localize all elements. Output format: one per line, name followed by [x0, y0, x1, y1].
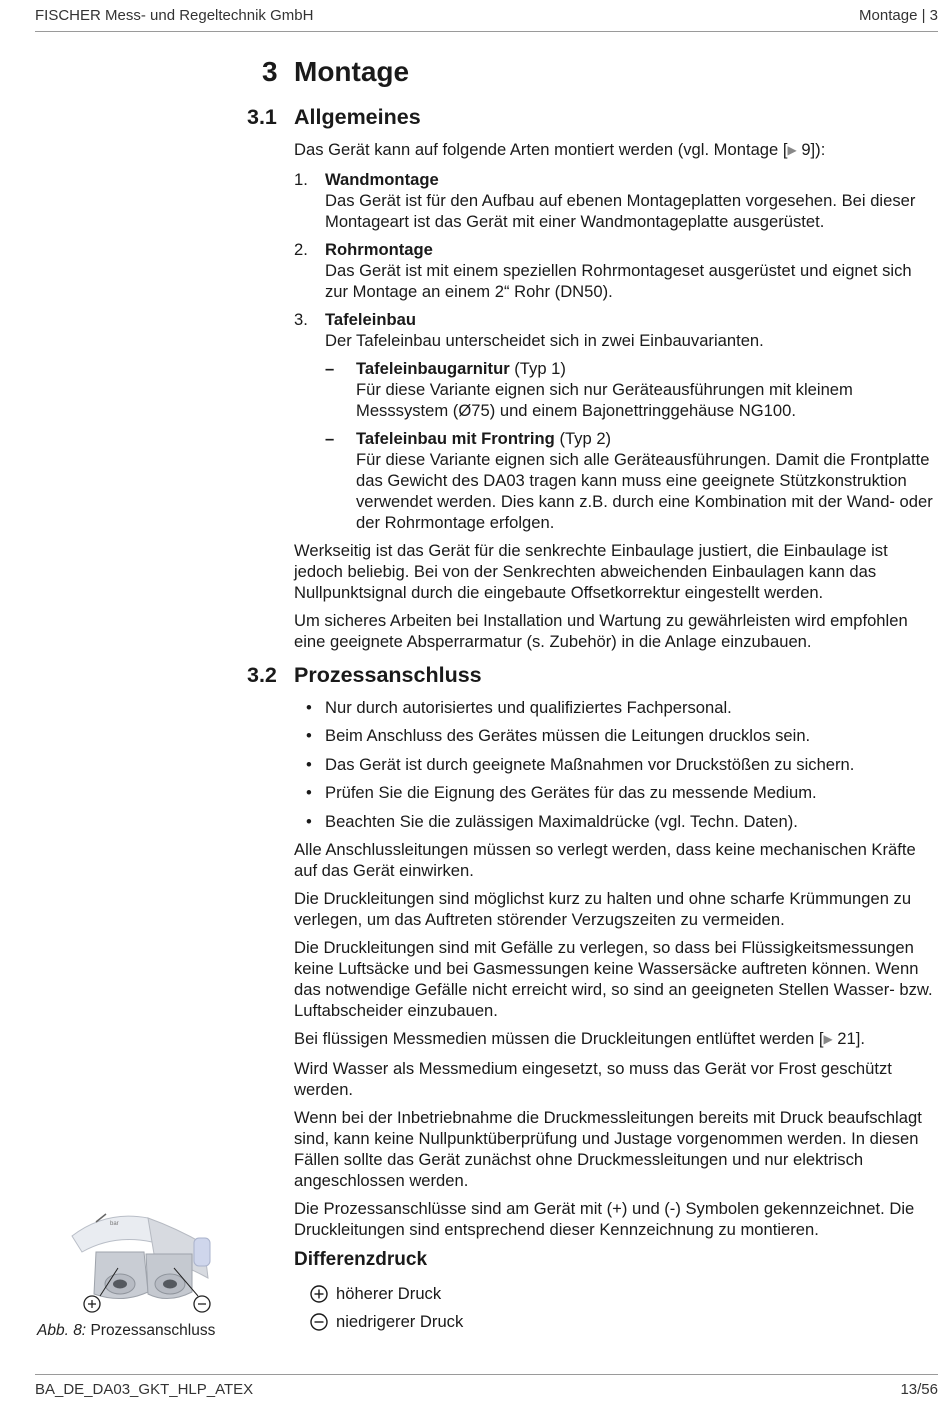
- list-item: [294, 697, 939, 718]
- pressure-legend: [294, 1283, 939, 1332]
- list-item-title: Wandmontage: [325, 170, 439, 189]
- paragraph: Um sicheres Arbeiten bei Installation und Wartung zu gewährleisten wird empfohlen eine geeignete Absperrarmatur (s. Zubehör) in die Anlage einzubauen.: [294, 611, 908, 651]
- header-company: FISCHER Mess- und Regeltechnik GmbH: [35, 7, 314, 24]
- bullet-text: Beachten Sie die zulässigen Maximaldrücke (vgl. Techn. Daten).: [325, 811, 798, 831]
- intro-paragraph: [294, 139, 939, 162]
- section-number: 3.1: [247, 105, 277, 129]
- main-content: [247, 54, 939, 1339]
- page-ref-number[interactable]: 21].: [832, 1028, 865, 1048]
- bullet-text: Beim Anschluss des Gerätes müssen die Leitungen drucklos sein.: [325, 726, 811, 746]
- list-item: [294, 754, 939, 775]
- footer-page-number: 13/56: [900, 1381, 938, 1398]
- bullet-icon: •: [306, 698, 312, 717]
- list-item-title: Rohrmontage: [325, 240, 433, 259]
- list-number: 1.: [294, 170, 308, 189]
- list-item: [294, 309, 939, 533]
- panel-variant-list: [325, 358, 939, 533]
- list-item-text: Für diese Variante eignen sich alle Geräteausführungen. Damit die Frontplatte das Gewicht des DA03 tragen kann muss eine geeignete Stützkonstruktion verwendet werden. Dies kann z.B. durch eine Kombination mit der Wand- oder der Rohrmontage erfolgen.: [356, 450, 933, 532]
- paragraph: Werkseitig ist das Gerät für die senkrechte Einbaulage justiert, die Einbaulage ist jedoch beliebig. Bei von der Senkrechten abweichenden Einbaulagen kann das Nullpunktsignal durch die eingebaute Offsetkorrektur eingestellt werden.: [294, 541, 888, 602]
- section-heading-3-1: [247, 103, 939, 131]
- header-section: Montage | 3: [859, 7, 938, 24]
- bullet-list: [294, 697, 939, 832]
- paragraph: Die Druckleitungen sind möglichst kurz zu halten und ohne scharfe Krümmungen zu verlegen, um das Auftreten störender Verzugszeiten zu vermeiden.: [294, 888, 912, 929]
- dash-marker: –: [325, 359, 335, 378]
- legend-text: höherer Druck: [336, 1283, 442, 1303]
- paragraph: [294, 1028, 939, 1051]
- intro-ref-page[interactable]: 9]):: [796, 140, 826, 159]
- plus-circle-icon: [310, 1285, 328, 1303]
- list-item: [294, 725, 939, 746]
- bullet-text: Prüfen Sie die Eignung des Gerätes für das zu messende Medium.: [325, 783, 817, 803]
- dash-marker: –: [325, 429, 335, 448]
- paragraph: Wenn bei der Inbetriebnahme die Druckmessleitungen bereits mit Druck beaufschlagt sind, kann keine Nullpunktüberprüfung und Justage vorgenommen werden. In diesen Fällen sollte das Gerät zunächst ohne Druckmessleitungen und nur elektrisch angeschlossen werden.: [294, 1107, 922, 1190]
- plus-circle-icon: [84, 1296, 100, 1312]
- list-item: [294, 169, 939, 232]
- section-heading-3-2: [247, 661, 939, 689]
- caption-text: Prozessanschluss: [90, 1322, 216, 1339]
- chapter-number: 3: [262, 56, 278, 87]
- chapter-title: Montage: [294, 56, 410, 87]
- paragraph: Wird Wasser als Messmedium eingesetzt, so muss das Gerät vor Frost geschützt werden.: [294, 1058, 892, 1099]
- bullet-icon: •: [306, 811, 312, 831]
- paragraph: Alle Anschlussleitungen müssen so verlegt werden, dass keine mechanischen Kräfte auf das Gerät einwirken.: [294, 839, 916, 880]
- legend-text: niedrigerer Druck: [336, 1311, 464, 1331]
- list-item-title: Tafeleinbau: [325, 310, 416, 329]
- list-item-text: Für diese Variante eignen sich nur Geräteausführungen mit kleinem Messsystem (Ø75) und einem Bajonettringgehäuse NG100.: [356, 380, 853, 420]
- caption-label: Abb. 8:: [37, 1322, 87, 1339]
- list-item: [294, 239, 939, 302]
- footer-doc-id: BA_DE_DA03_GKT_HLP_ATEX: [35, 1381, 254, 1398]
- list-number: 3.: [294, 310, 308, 329]
- page-ref-arrow-icon[interactable]: ▶: [787, 143, 797, 157]
- figure-caption: [37, 1322, 215, 1340]
- bullet-text: Nur durch autorisiertes und qualifiziertes Fachpersonal.: [325, 698, 732, 717]
- section-title: Prozessanschluss: [294, 663, 482, 687]
- paragraph: Die Prozessanschlüsse sind am Gerät mit (+) und (-) Symbolen gekennzeichnet. Die Druckleitungen sind entsprechend dieser Kennzeichnung zu montieren.: [294, 1198, 915, 1239]
- minus-circle-icon: [194, 1296, 210, 1312]
- process-connection-figure: [36, 1208, 236, 1318]
- list-item-title: Tafeleinbau mit Frontring: [356, 429, 555, 448]
- list-item-type: (Typ 1): [509, 359, 566, 378]
- bullet-icon: •: [306, 726, 312, 746]
- list-item-title: Tafeleinbaugarnitur: [356, 359, 510, 378]
- list-item: [325, 428, 939, 533]
- intro-text: Das Gerät kann auf folgende Arten montiert werden (vgl. Montage [: [294, 140, 788, 159]
- list-item: [294, 811, 939, 832]
- bullet-icon: •: [306, 783, 312, 803]
- dial-unit-label: bar: [110, 1221, 119, 1227]
- section-title: Allgemeines: [294, 105, 421, 129]
- page-ref-arrow-icon[interactable]: ▶: [823, 1031, 833, 1046]
- list-item-type: (Typ 2): [554, 429, 612, 448]
- list-item: [294, 782, 939, 803]
- chapter-heading: [262, 54, 939, 90]
- legend-row-minus: [294, 1311, 939, 1332]
- device-illustration: [36, 1208, 226, 1318]
- list-item-text: Der Tafeleinbau unterscheidet sich in zwei Einbauvarianten.: [325, 331, 764, 350]
- list-item-text: Das Gerät ist für den Aufbau auf ebenen Montageplatten vorgesehen. Bei dieser Montageart ist das Gerät mit einer Wandmontageplatte ausgerüstet.: [325, 191, 916, 231]
- paragraph-text: Bei flüssigen Messmedien müssen die Druckleitungen entlüftet werden [: [294, 1028, 824, 1048]
- section-number: 3.2: [247, 663, 277, 687]
- list-item: [325, 358, 939, 421]
- legend-row-plus: [294, 1283, 939, 1304]
- page-footer: [35, 1374, 938, 1402]
- bullet-icon: •: [306, 754, 312, 774]
- list-number: 2.: [294, 240, 308, 259]
- bullet-text: Das Gerät ist durch geeignete Maßnahmen vor Druckstößen zu sichern.: [325, 754, 855, 774]
- page-header: [35, 7, 938, 32]
- paragraph: Die Druckleitungen sind mit Gefälle zu verlegen, so dass bei Flüssigkeitsmessungen keine Luftsäcke und bei Gasmessungen keine Wassersäcke auftreten können. Wenn das notwendige Gefälle nicht erreicht wird, so sind an geeigneten Stellen Wasser- bzw. Luftabscheider einzubauen.: [294, 937, 933, 1020]
- minus-circle-icon: [310, 1313, 328, 1331]
- mounting-list: [294, 169, 939, 533]
- list-item-text: Das Gerät ist mit einem speziellen Rohrmontageset ausgerüstet und eignet sich zur Montage an einem 2“ Rohr (DN50).: [325, 261, 912, 301]
- subheading-differential-pressure: Differenzdruck: [294, 1248, 428, 1270]
